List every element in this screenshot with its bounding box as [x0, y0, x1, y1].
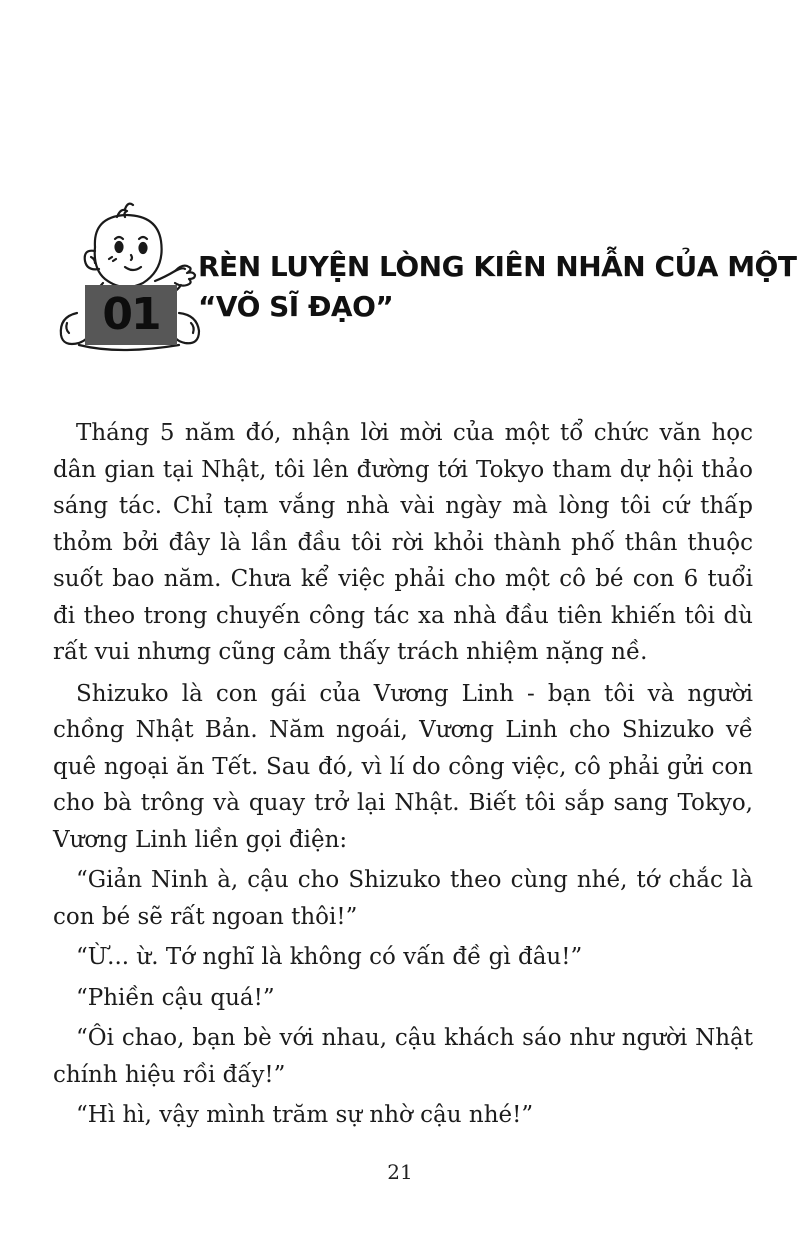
dialogue-line: “Phiền cậu quá!”: [76, 984, 275, 1011]
chapter-title-line-2: “VÕ SĨ ĐẠO”: [198, 290, 394, 323]
chapter-title: [198, 247, 797, 327]
body-text: [53, 415, 753, 1138]
page-number: 21: [387, 1160, 413, 1184]
dialogue-line: “Ôi chao, bạn bè với nhau, cậu khách sáo như người Nhật chính hiệu rồi đấy!”: [53, 1025, 753, 1088]
paragraph: Tháng 5 năm đó, nhận lời mời của một tổ chức văn học dân gian tại Nhật, tôi lên đường tới Tokyo tham dự hội thảo sáng tác. Chỉ tạm vắng nhà vài ngày mà lòng tôi cứ thấp thỏm bởi đây là lần đầu tôi rời khỏi thành phố thân thuộc suốt bao năm. Chưa kể việc phải cho một cô bé con 6 tuổi đi theo trong chuyến công tác xa nhà đầu tiên khiến tôi dù rất vui nhưng cũng cảm thấy trách nhiệm nặng nề.: [53, 420, 753, 665]
paragraph: Shizuko là con gái của Vương Linh - bạn tôi và người chồng Nhật Bản. Năm ngoái, Vương Linh cho Shizuko về quê ngoại ăn Tết. Sau đó, vì lí do công việc, cô phải gửi con cho bà trông và quay trở lại Nhật. Biết tôi sắp sang Tokyo, Vương Linh liền gọi điện:: [53, 680, 753, 853]
dialogue-line: “Ừ... ừ. Tớ nghĩ là không có vấn đề gì đâu!”: [76, 944, 583, 970]
chapter-header: [55, 195, 797, 365]
dialogue-line: “Giản Ninh à, cậu cho Shizuko theo cùng nhé, tớ chắc là con bé sẽ rất ngoan thôi!”: [53, 867, 753, 930]
chapter-title-line-1: RÈN LUYỆN LÒNG KIÊN NHẪN CỦA MỘT: [198, 250, 797, 283]
dialogue-line: “Hì hì, vậy mình trăm sự nhờ cậu nhé!”: [76, 1102, 534, 1128]
chapter-number-badge: 01: [85, 285, 177, 345]
